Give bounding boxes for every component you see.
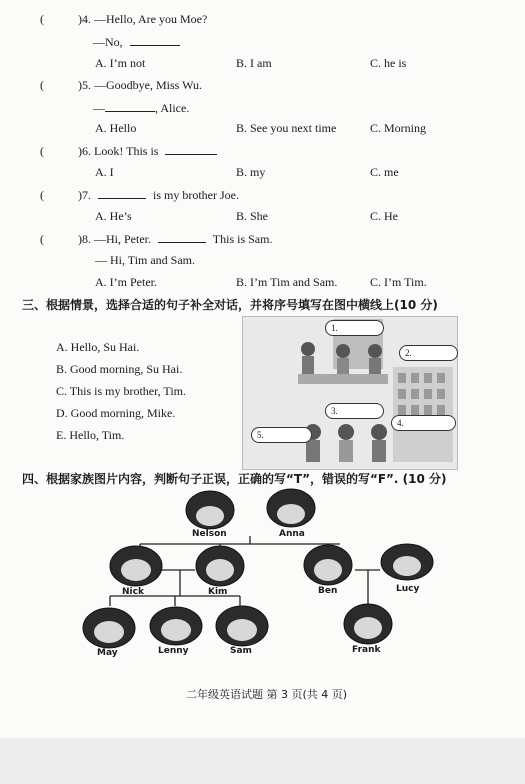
question-text: is my brother Joe. — [153, 188, 239, 202]
dialogue-scene-illustration — [242, 316, 458, 470]
q8-option-a: A. I’m Peter. — [95, 275, 157, 289]
q6-option-c: C. me — [370, 165, 399, 179]
question-text: —Hello, Are you Moe? — [94, 12, 208, 26]
name-nick: Nick — [122, 587, 144, 597]
question-text: —Goodbye, Miss Wu. — [94, 78, 202, 92]
section-3-title: 三、根据情景，选择合适的句子补全对话，并将序号填写在图中横线上(10 分) — [22, 298, 438, 312]
q6-option-b: B. my — [236, 165, 266, 179]
q4-reply: —No, — [93, 34, 180, 49]
q6-line — [40, 143, 217, 158]
q5-option-b: B. See you next time — [236, 121, 337, 135]
speech-bubble-2[interactable]: 2. — [399, 345, 458, 361]
q4-option-a: A. I’m not — [95, 56, 146, 70]
dialog-option-d: D. Good morning, Mike. — [56, 406, 176, 420]
q4-option-b: B. I am — [236, 56, 272, 70]
name-nelson: Nelson — [192, 529, 227, 539]
dialog-option-e: E. Hello, Tim. — [56, 428, 125, 442]
question-number: )7. — [78, 188, 91, 202]
section-4-title: 四、根据家族图片内容，判断句子正误，正确的写“T”，错误的写“F”. (10 分) — [22, 472, 447, 486]
answer-paren: ( — [40, 78, 44, 92]
name-lucy: Lucy — [396, 584, 420, 594]
q5-option-a: A. Hello — [95, 121, 137, 135]
name-lenny: Lenny — [158, 646, 189, 656]
scene-drawing — [243, 317, 457, 469]
answer-paren: ( — [40, 188, 44, 202]
family-tree — [0, 488, 525, 664]
name-kim: Kim — [208, 587, 228, 597]
speech-bubble-5[interactable]: 5. — [251, 427, 312, 443]
q5-line — [40, 78, 202, 92]
name-may: May — [97, 648, 118, 658]
q7-option-a: A. He’s — [95, 209, 132, 223]
answer-blank[interactable] — [158, 231, 206, 243]
name-frank: Frank — [352, 645, 381, 655]
dialog-option-a: A. Hello, Su Hai. — [56, 340, 140, 354]
q7-option-b: B. She — [236, 209, 269, 223]
answer-paren: ( — [40, 144, 44, 158]
answer-blank[interactable] — [105, 100, 155, 112]
q5-option-c: C. Morning — [370, 121, 427, 135]
q8-reply: — Hi, Tim and Sam. — [95, 253, 196, 267]
q4-option-c: C. he is — [370, 56, 407, 70]
q6-option-a: A. I — [95, 165, 114, 179]
speech-bubble-3[interactable]: 3. — [325, 403, 384, 419]
question-number: )6. — [78, 144, 91, 158]
answer-blank[interactable] — [98, 187, 146, 199]
dialog-option-b: B. Good morning, Su Hai. — [56, 362, 183, 376]
page-footer: 二年级英语试题 第 3 页(共 4 页) — [186, 688, 348, 701]
name-anna: Anna — [279, 529, 305, 539]
speech-bubble-4[interactable]: 4. — [391, 415, 456, 431]
answer-paren: ( — [40, 12, 44, 26]
speech-bubble-1[interactable]: 1. — [325, 320, 384, 336]
q7-option-c: C. He — [370, 209, 398, 223]
q8-option-c: C. I’m Tim. — [370, 275, 427, 289]
answer-blank[interactable] — [165, 143, 217, 155]
question-number: )5. — [78, 78, 91, 92]
q8-option-b: B. I’m Tim and Sam. — [236, 275, 338, 289]
question-text: Look! This is — [94, 144, 159, 158]
dialog-option-c: C. This is my brother, Tim. — [56, 384, 186, 398]
answer-paren: ( — [40, 232, 44, 246]
q4-line — [40, 12, 207, 26]
answer-blank[interactable] — [130, 34, 180, 46]
family-tree-lines — [0, 488, 525, 664]
q8-line — [40, 231, 272, 246]
name-sam: Sam — [230, 646, 252, 656]
name-ben: Ben — [318, 586, 338, 596]
question-number: )8. — [78, 232, 91, 246]
question-number: )4. — [78, 12, 91, 26]
viewer-bottom-band — [0, 738, 525, 784]
kid-figure — [301, 342, 382, 376]
q5-reply: — , Alice. — [93, 101, 190, 115]
q7-line — [40, 187, 239, 202]
question-text: —Hi, Peter. — [94, 232, 151, 246]
question-text-end: This is Sam. — [212, 232, 273, 246]
